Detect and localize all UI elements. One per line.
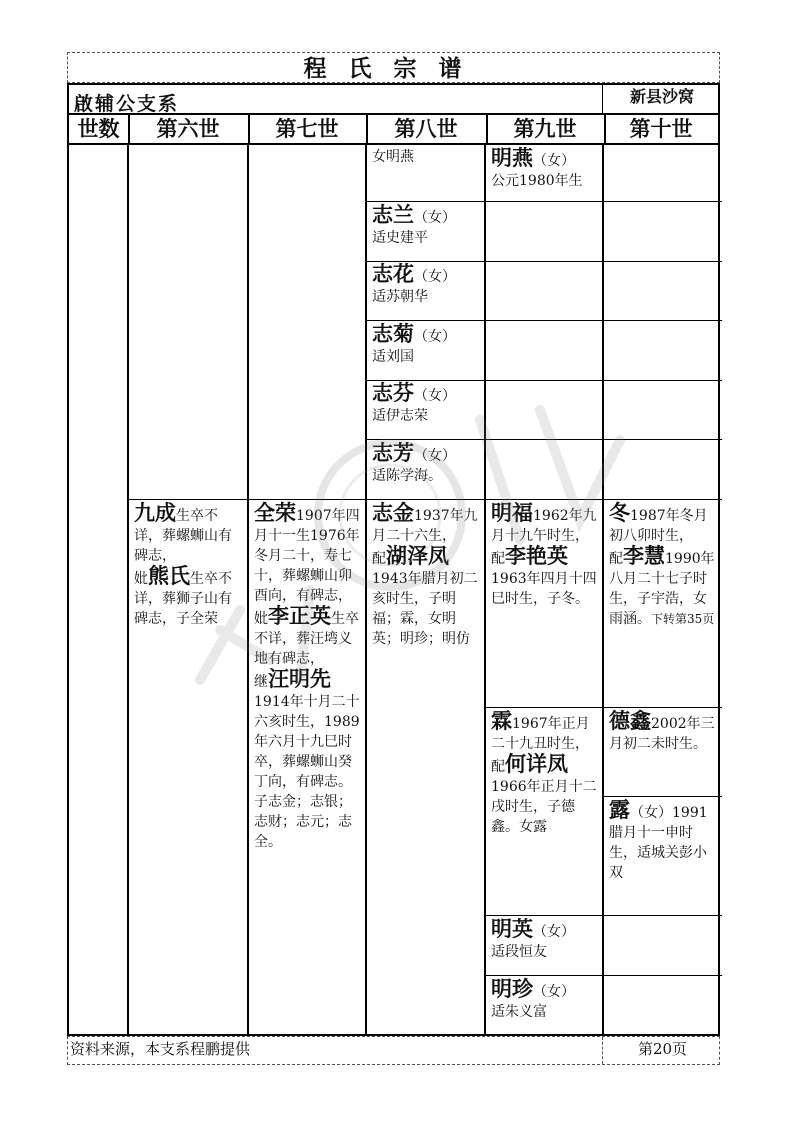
entry-g8-zhifang [367,441,484,499]
entry-g10-dexin [604,709,722,796]
page-footer [67,1036,720,1065]
entry-g8-daughter-note [367,145,484,201]
person-name: 志金 [372,501,414,525]
spouse-prefix: 妣 [134,571,148,587]
spouse-prefix: 配 [372,551,386,567]
spouse2-prefix: 继 [254,674,268,690]
entry-g10-lu [604,798,722,915]
gen-header-7: 第七世 [248,115,368,143]
person-text: 适陈学海。 [372,468,442,484]
person-name: 志花 [372,262,414,286]
person-sex: （女） [414,388,456,404]
person-sex: （女） [533,984,575,1000]
person-name: 明珍 [491,977,533,1001]
person-name: 霖 [491,709,512,733]
entry-g6-jiucheng [129,501,247,801]
person-text: 1991腊月十一申时生，适城关彭小双 [609,805,708,881]
person-sex: （女） [414,329,456,345]
entry-g9-mingfu [486,501,602,707]
entry-g8-zhiju [367,322,484,380]
spouse2-name: 汪明先 [268,667,331,691]
entry-g9-lin [486,709,602,915]
spouse-prefix: 妣 [254,611,268,627]
gen-header-8: 第八世 [366,115,488,143]
row-divider [486,707,722,708]
spouse-text: 1990年八月二十七子时生，子宇浩，女雨涵。 [609,551,715,627]
person-text: 公元1980年生 [491,173,583,189]
person-name: 明燕 [491,146,533,170]
spouse-name: 李艳英 [505,544,568,568]
person-name: 明英 [491,917,533,941]
person-text: 1987年冬月初八卯时生， [609,508,708,544]
spouse-text: 生卒不详，葬汪塆义地有碑志， [254,611,359,667]
branch-place: 新县沙窝 [602,83,721,115]
spouse-name: 熊氏 [148,564,190,588]
row-divider [486,915,722,916]
person-name: 德鑫 [609,709,651,733]
person-name: 志菊 [372,322,414,346]
person-text: 适段恒友 [491,944,547,960]
person-sex: （女） [533,153,575,169]
person-name: 明福 [491,501,533,525]
entry-text: 女明燕 [372,149,414,165]
spouse-name: 李慧 [623,544,665,568]
row-divider [604,796,722,797]
spouse-prefix: 配 [491,759,505,775]
person-text: 1962年九月十九午时生， [491,508,597,544]
entry-g8-zhifen [367,381,484,439]
genealogy-grid [67,145,720,1036]
gen-header-9: 第九世 [486,115,606,143]
row-divider [367,320,722,321]
spouse-text: 1963年四月十四巳时生，子冬。 [491,571,597,607]
person-name: 志芳 [372,441,414,465]
person-name: 九成 [134,501,176,525]
continuation-note: 下转第35页 [651,612,715,626]
entry-g9-mingzhen [486,977,602,1034]
person-text: 1907年四月十一生1976年冬月二十，寿七十，葬螺蛳山卯酉向，有碑志， [254,508,360,604]
spouse-text: 生卒不详，葬狮子山有碑志，子全荣 [134,571,232,627]
person-name: 志兰 [372,203,414,227]
row-divider [129,499,722,500]
spouse-prefix: 配 [609,551,623,567]
person-text: 适刘国 [372,349,414,365]
person-text: 1967年正月二十九丑时生， [491,716,590,752]
entry-g9-mingying [486,917,602,975]
branch-header [67,83,720,115]
entry-g8-zhijin [367,501,484,801]
person-sex: （女） [414,210,456,226]
person-text: 适苏朝华 [372,289,428,305]
page-title: 程氏宗谱 [67,52,720,83]
person-sex: （女） [414,269,456,285]
gen-header-10: 第十世 [629,116,693,141]
branch-name: 啟辅公支系 [74,93,180,115]
person-text: 适伊志荣 [372,408,428,424]
person-text: 2002年三月初二未时生。 [609,716,715,752]
gen-header-6: 第六世 [128,115,250,143]
entry-g10-dong [604,501,722,707]
person-name: 志芬 [372,381,414,405]
generation-header-row [67,115,720,145]
entry-g9-mingyan [486,146,602,201]
person-name: 冬 [609,501,630,525]
spouse-name: 何详凤 [505,752,568,776]
source-note: 资料来源，本支系程鹏提供 [70,1040,251,1058]
person-text: 适史建平 [372,230,428,246]
person-text: 生卒不详，葬螺蛳山有碑志， [134,508,232,564]
person-sex: （女） [630,805,672,821]
entry-g8-zhihua [367,262,484,320]
person-sex: （女） [533,924,575,940]
person-name: 全荣 [254,501,296,525]
row-divider [486,975,722,976]
gen-header-shishu: 世数 [69,115,130,143]
person-sex: （女） [414,448,456,464]
spouse-text: 1966年正月十二戌时生，子德鑫。女露 [491,779,597,835]
row-divider [367,201,722,202]
spouse-name: 李正英 [268,604,331,628]
entry-g8-zhilan [367,203,484,261]
person-text: 1937年九月二十六生， [372,508,478,544]
page-number: 第20页 [602,1037,722,1064]
entry-g7-quanrong [249,501,365,921]
spouse-text: 1943年腊月初二亥时生，子明福；霖，女明英；明珍；明仿 [372,571,478,647]
person-name: 露 [609,798,630,822]
spouse-name: 湖泽凤 [386,544,449,568]
person-text: 适朱义富 [491,1004,547,1020]
spouse-prefix: 配 [491,551,505,567]
spouse2-text: 1914年十月二十六亥时生，1989年六月十九巳时卒，葬螺蛳山癸丁向，有碑志。子志金；志银；志财；志元；志全。 [254,694,360,850]
row-divider [367,439,722,440]
